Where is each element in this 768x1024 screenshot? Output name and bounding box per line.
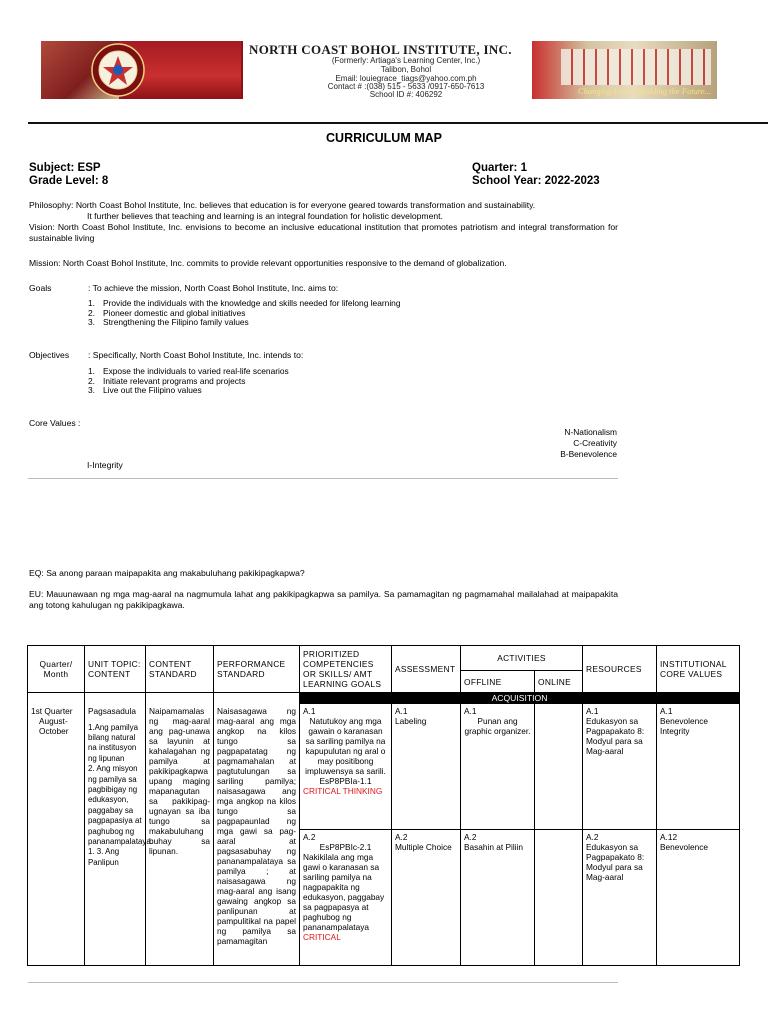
offline-cell (461, 704, 535, 830)
resources-text: Edukasyon sa Pagpapakato 8: Modyul para sa Mag-aaral (586, 842, 645, 882)
grade-level: Grade Level: 8 (29, 175, 109, 187)
curriculum-map-table (27, 645, 740, 966)
offline-text: Punan ang graphic organizer. (464, 716, 531, 736)
subject: Subject: ESP (29, 162, 101, 174)
core-values-cell (657, 704, 740, 830)
school-former-name: (Formerly: Artiaga's Learning Center, Inc.) (331, 56, 481, 65)
assessment-cell (392, 830, 461, 966)
table-cell (28, 693, 85, 704)
header-competencies: PRIORITIZED COMPETENCIES OR SKILLS/ AMT LEARNING GOALS (300, 646, 392, 693)
core-values-list (560, 427, 617, 460)
header-assessment: ASSESSMENT (392, 646, 461, 693)
header-activities: ACTIVITIES (461, 646, 583, 671)
assessment-text: Labeling (395, 716, 427, 726)
goals-label: Goals (29, 283, 52, 293)
philosophy-line-2: It further believes that teaching and learning is an integral foundation for holistic development. (87, 211, 443, 221)
quarter-text: 1st Quarter (31, 705, 73, 716)
competency-cell (300, 704, 392, 830)
table-cell (85, 693, 146, 704)
header-offline: OFFLINE (461, 671, 535, 693)
assessment-cell (392, 704, 461, 830)
core-values-text: Benevolence Integrity (660, 716, 708, 736)
core-values-label: A.12 (660, 832, 678, 842)
list-item: 3. Strengthening the Filipino family values (88, 317, 249, 328)
table-header-row (28, 646, 740, 671)
competency-code: EsP8PBIa-1.1 (319, 776, 372, 786)
core-value-integrity: I-Integrity (87, 460, 123, 470)
school-id: School ID #: 406292 (369, 90, 443, 99)
table-cell (214, 693, 300, 704)
essential-question: EQ: Sa anong paraan maipapakita ang makabuluhang pakikipagkapwa? (29, 568, 305, 578)
core-value-item: B-Benevolence (560, 449, 617, 459)
unit-topic-item: 1.Ang pamilya bilang natural na institusyon ng lipunan (88, 722, 139, 763)
page-title: CURRICULUM MAP (326, 131, 442, 145)
competency-text: Nakikilala ang mga gawi o karanasan sa sariling pamilya na nagpapakita ng edukasyon, paggabay sa pagpapasya at paghubog ng pananampalataya (303, 852, 385, 932)
header-resources: RESOURCES (583, 646, 657, 693)
unit-topic-item: 2. Ang misyon ng pamilya sa pagbibigay ng edukasyon, paggabay sa pagpapasiya at paghubog ng pananampalataya. (88, 764, 153, 846)
unit-topic-cell (85, 704, 153, 966)
goals-intro: : To achieve the mission, North Coast Bohol Institute, Inc. aims to: (88, 283, 339, 293)
list-item: 1. Expose the individuals to varied real-life scenarios (88, 366, 289, 376)
table-row (28, 704, 740, 830)
school-town: Talibon, Bohol (380, 65, 432, 74)
core-values-label: A.1 (660, 706, 673, 716)
assessment-label: A.2 (395, 832, 408, 842)
list-item: 2. Initiate relevant programs and projects (88, 375, 246, 386)
philosophy-line-1: Philosophy: North Coast Bohol Institute, Inc. believes that education is for everyone geared towards transformation and sustainability. (29, 200, 536, 210)
content-standard-cell: Naipamamalas ng mag-aaral ang pag-unawa sa layunin at kahalagahan ng pamilya at pakikipagkapwa upang maging mapanagutan sa pakikipag-ugnayan sa iba tungo sa makabuluhang buhay sa lipunan. (146, 704, 214, 966)
table-cell (146, 693, 214, 704)
offline-text: Basahin at Piliin (464, 842, 524, 852)
objectives-intro: : Specifically, North Coast Bohol Institute, Inc. intends to: (88, 350, 304, 360)
quarter: Quarter: 1 (472, 162, 527, 174)
list-item: 1. Provide the individuals with the knowledge and skills needed for lifelong learning (88, 298, 401, 308)
core-values-cell (657, 830, 740, 966)
unit-topic-title: Pagsasadula (88, 705, 136, 716)
competency-cell (300, 830, 392, 966)
acquisition-band: ACQUISITION (300, 693, 740, 704)
resources-cell (583, 704, 657, 830)
competency-label: A.1 (303, 706, 316, 716)
goals-list (88, 299, 608, 328)
school-name: NORTH COAST BOHOL INSTITUTE, INC. (249, 42, 512, 57)
core-value-item: N-Nationalism (564, 427, 617, 437)
header-unit-topic: UNIT TOPIC: CONTENT (85, 646, 146, 693)
unit-topic-item: 1. 3. Ang Panlipun (88, 847, 120, 867)
competency-code: EsP8PBIc-2.1 (319, 842, 372, 852)
assessment-text: Multiple Choice (395, 842, 452, 852)
header-rule (28, 122, 768, 124)
months-text: August-October (39, 715, 69, 736)
competency-tag: CRITICAL (303, 932, 341, 942)
school-year: School Year: 2022-2023 (472, 175, 600, 187)
objectives-label: Objectives (29, 350, 70, 360)
competency-text: Natutukoy ang mga gawain o karanasan sa sariling pamilya na kapupulutan ng aral o may positibong impluwensya sa sarili. (305, 716, 386, 776)
list-item: 2. Pioneer domestic and global initiatives (88, 307, 246, 318)
online-cell (535, 704, 583, 830)
footer-divider (28, 982, 618, 983)
competency-label: A.2 (303, 832, 316, 842)
header-quarter: Quarter/ Month (28, 646, 85, 693)
competency-tag: CRITICAL THINKING (303, 786, 383, 796)
core-values-label: Core Values : (29, 418, 81, 428)
resources-label: A.2 (586, 832, 599, 842)
resources-label: A.1 (586, 706, 599, 716)
objectives-list (88, 367, 608, 396)
vision: Vision: North Coast Bohol Institute, Inc. envisions to become an inclusive educational institution that promotes patriotism and integral transformation for sustainable living (29, 222, 618, 243)
header-performance-standard: PERFORMANCE STANDARD (214, 646, 300, 693)
essential-understanding: EU: Mauunawaan ng mga mag-aaral na nagmumula lahat ang pakikipagkapwa sa pamilya. Sa pamamagitan ng pagmamahal mailalahad at maipapakita ang totong kahulugan ng pakikipagkawa. (29, 589, 618, 610)
resources-cell (583, 830, 657, 966)
offline-cell (461, 830, 535, 966)
assessment-label: A.1 (395, 706, 408, 716)
school-slogan: Changing Lives.. Building the Future... (577, 86, 711, 96)
section-divider (28, 478, 618, 479)
header-online: ONLINE (535, 671, 583, 693)
school-building-image (561, 49, 711, 85)
quarter-cell (28, 704, 85, 966)
school-banner (41, 41, 717, 99)
core-value-item: C-Creativity (573, 438, 617, 448)
header-core-values: INSTITUTIONAL CORE VALUES (657, 646, 740, 693)
mission: Mission: North Coast Bohol Institute, Inc. commits to provide relevant opportunities responsive to the demand of globalization. (29, 258, 507, 268)
performance-standard-cell: Naisasagawa ng mag-aaral ang mga angkop na kilos tungo sa pagpapatatag ng pagmamahalan at pagtutulungan sa sariling pamilya; naisasagawa ang mga angkop na kilos tungo sa pagpapaunlad ng mga gawi sa pag-aaral at pagsasabuhay ng pananampalataya sa pamilya ; at naisasagawa ng mag-aaral ang isang gawaing angkop sa panlipunan at pampulitikal na papel ng pamilya sa pamamagitan (214, 704, 300, 966)
list-item: 3. Live out the Filipino values (88, 385, 202, 396)
offline-label: A.1 (464, 706, 477, 716)
header-content-standard: CONTENT STANDARD (146, 646, 214, 693)
online-cell (535, 830, 583, 966)
school-email: Email: louiegrace_tiags@yahoo.com.ph (335, 74, 477, 83)
acquisition-row (28, 693, 740, 704)
offline-label: A.2 (464, 832, 477, 842)
school-seal-icon (91, 43, 145, 97)
school-contact: Contact # :(038) 515 - 5633 /0917-650-7613 (327, 82, 485, 91)
core-values-text: Benevolence (660, 842, 708, 852)
resources-text: Edukasyon sa Pagpapakato 8: Modyul para sa Mag-aaral (586, 716, 645, 756)
